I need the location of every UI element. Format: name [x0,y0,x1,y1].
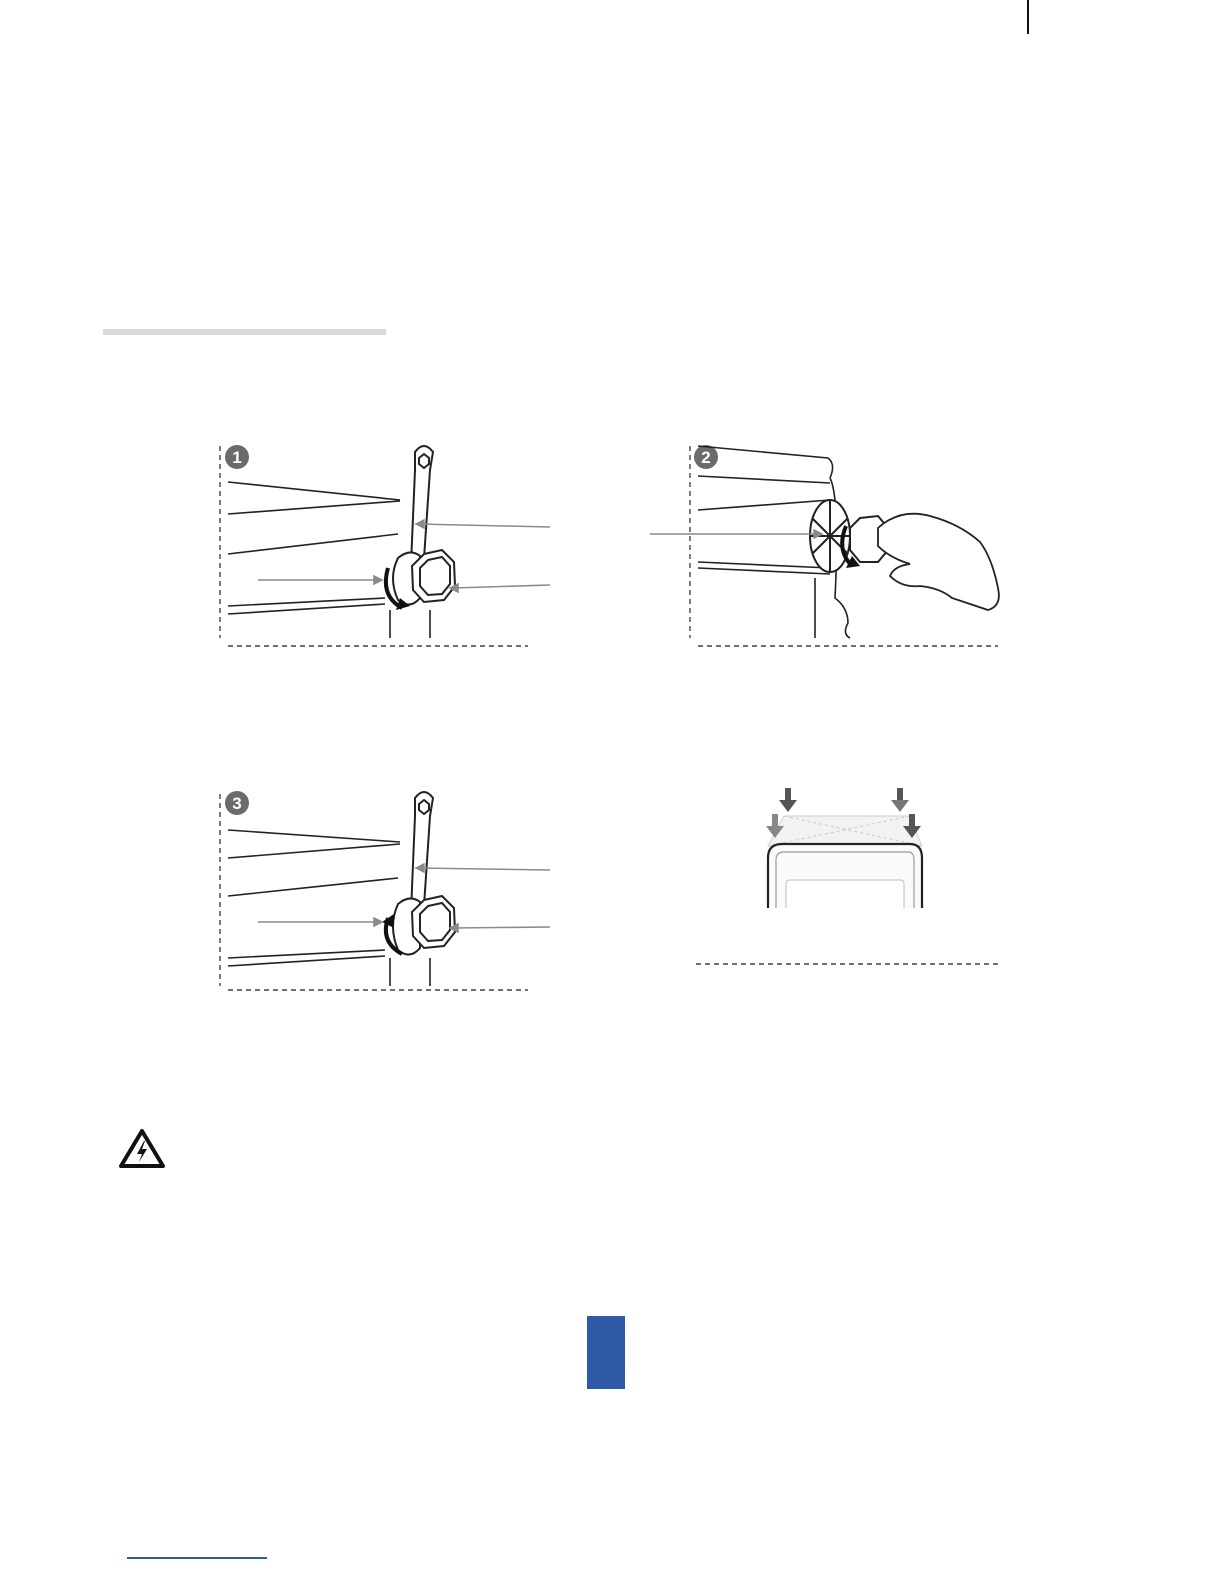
step-number-3: 3 [232,794,242,813]
figure-step-2 [680,438,1010,653]
hand-icon [878,514,999,610]
octagonal-cap-icon [393,550,455,605]
step-number-2: 2 [701,448,711,467]
octagonal-cap-icon [393,896,455,955]
figure-box-top [690,780,1010,975]
step-number-1: 1 [232,448,242,467]
electrical-hazard-warning-icon [118,1128,166,1170]
section-divider [103,329,386,335]
figure-step-3 [210,786,560,1001]
figure-step-1 [210,438,560,653]
step-badge-3 [225,791,249,815]
callout-lines [650,530,822,538]
top-edge-rule [1027,0,1029,34]
page-tab-marker [587,1316,625,1389]
step-badge-1 [225,445,249,469]
step-badge-2 [694,445,718,469]
box-icon [768,816,922,908]
footer-rule [127,1557,267,1559]
